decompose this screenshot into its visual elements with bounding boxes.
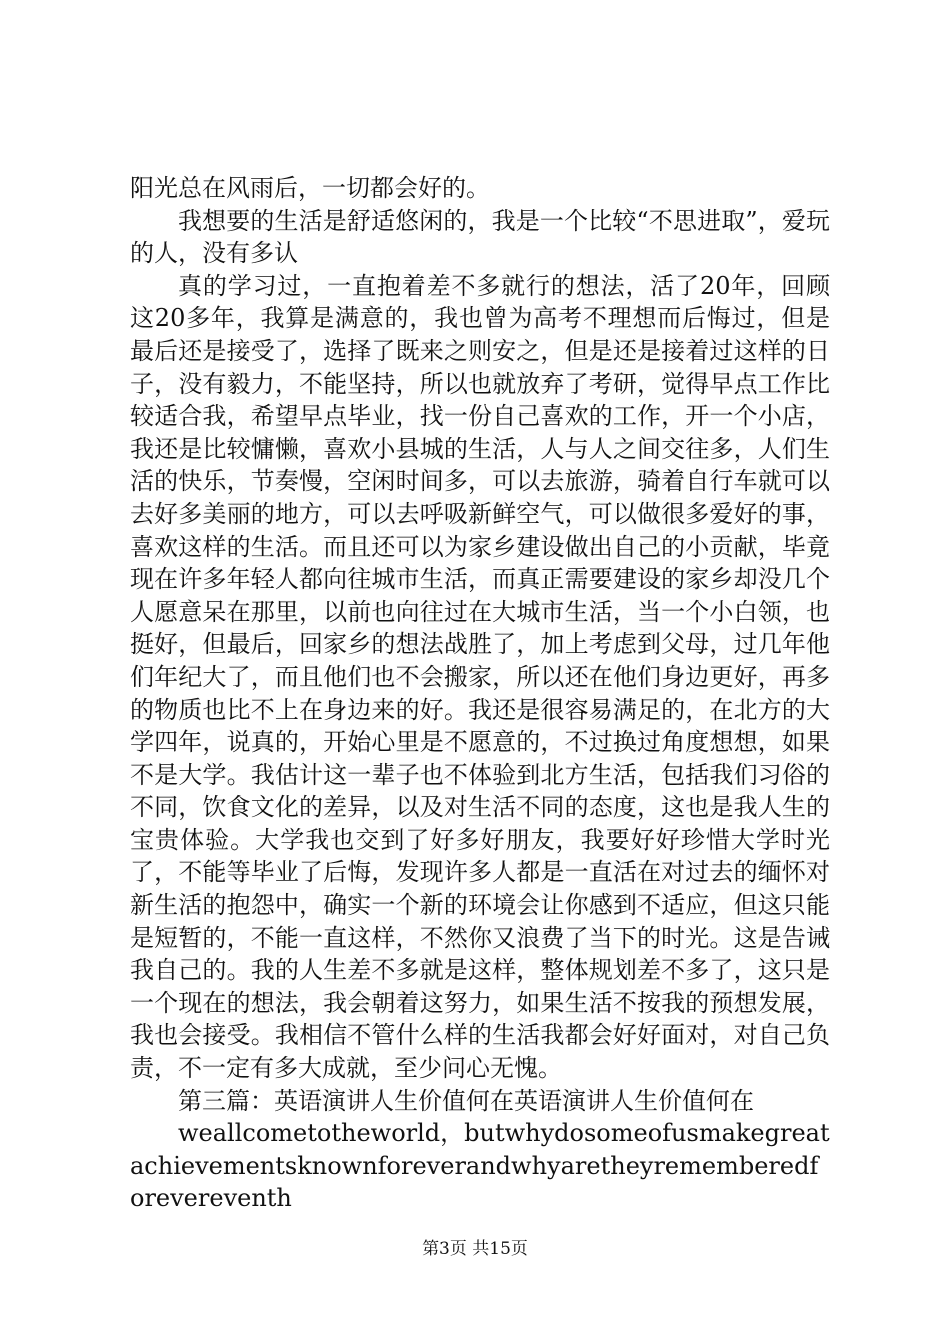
document-body [130, 172, 830, 1215]
paragraph-3: 真的学习过，一直抱着差不多就行的想法，活了20年，回顾这20多年，我算是满意的，我也曾为高考不理想而后悔过，但是最后还是接受了，选择了既来之则安之，但是还是接着过这样的日子，没有毅力，不能坚持，所以也就放弃了考研，觉得早点工作比较适合我，希望早点毕业，找一份自己喜欢的工作，开一个小店，我还是比较慵懒，喜欢小县城的生活，人与人之间交往多，人们生活的快乐，节奏慢，空闲时间多，可以去旅游，骑着自行车就可以去好多美丽的地方，可以去呼吸新鲜空气，可以做很多爱好的事，喜欢这样的生活。而且还可以为家乡建设做出自己的小贡献，毕竟现在许多年轻人都向往城市生活，而真正需要建设的家乡却没几个人愿意呆在那里，以前也向往过在大城市生活，当一个小白领，也挺好，但最后，回家乡的想法战胜了，加上考虑到父母，过几年他们年纪大了，而且他们也不会搬家，所以还在他们身边更好，再多的物质也比不上在身边来的好。我还是很容易满足的，在北方的大学四年，说真的，开始心里是不愿意的，不过换过角度想想，如果不是大学。我估计这一辈子也不体验到北方生活，包括我们习俗的不同，饮食文化的差异，以及对生活不同的态度，这也是我人生的宝贵体验。大学我也交到了好多好朋友，我要好好珍惜大学时光了，不能等毕业了后悔，发现许多人都是一直活在对过去的缅怀对新生活的抱怨中，确实一个新的环境会让你感到不适应，但这只能是短暂的，不能一直这样，不然你又浪费了当下的时光。这是告诫我自己的。我的人生差不多就是这样，整体规划差不多了，这只是一个现在的想法，我会朝着这努力，如果生活不按我的预想发展，我也会接受。我相信不管什么样的生活我都会好好面对，对自己负责，不一定有多大成就，至少问心无愧。 [130, 271, 830, 1083]
paragraph-1: 阳光总在风雨后，一切都会好的。 [130, 174, 490, 202]
section-heading: 第三篇：英语演讲人生价值何在英语演讲人生价值何在 [178, 1086, 754, 1115]
paragraph-2: 我想要的生活是舒适悠闲的，我是一个比较“不思进取”，爱玩的人，没有多认 [130, 206, 830, 268]
english-paragraph: weallcometotheworld，butwhydosomeofusmakegreatachievementsknownforeverandwhyaretheyrememberedforevereventh [130, 1119, 830, 1213]
page-number-footer: 第3页 共15页 [422, 1239, 528, 1259]
